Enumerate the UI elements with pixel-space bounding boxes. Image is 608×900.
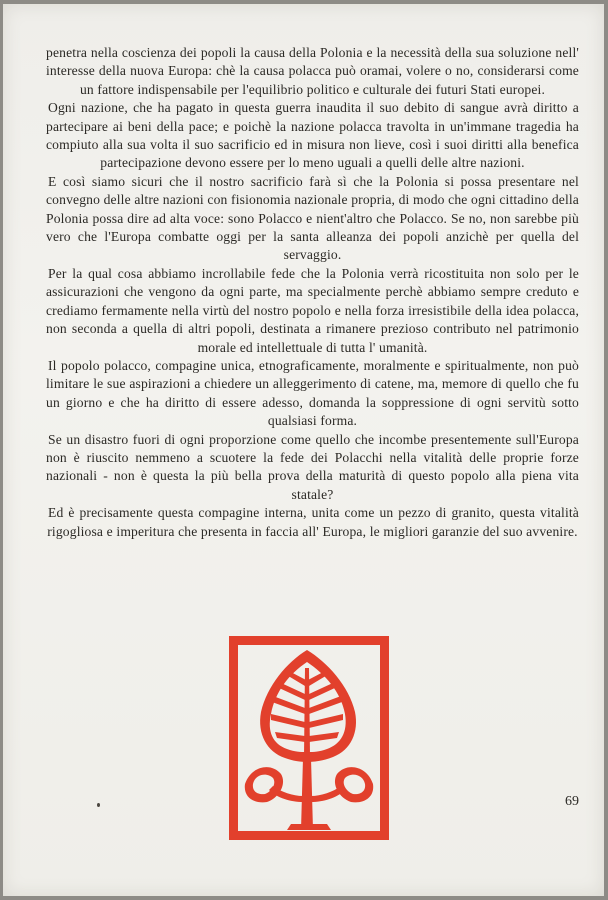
tree-woodcut-icon <box>227 634 391 842</box>
paper-speck <box>97 803 100 807</box>
paragraph-1: penetra nella coscienza dei popoli la causa della Polonia e la necessità della sua soluzione nell' interesse della nuova Europa: chè la causa polacca può oramai, volere o no, considerarsi come un fattore indispensabile per l'equilibrio politico e culturale dei futuri Stati europei. <box>46 45 579 97</box>
paragraph-4: Per la qual cosa abbiamo incrollabile fede che la Polonia verrà ricostituita non solo per le assicurazioni che vengono da ogni parte, ma specialmente perchè abbiamo sempre creduto e crediamo fermamente nella virtù del nostro popolo e nella forza irresistibile della idea polacca, non seconda a quella di altri popoli, destinata a rimanere prezioso contributo nel patrimonio morale ed intellettuale di tutta l' umanità. <box>46 265 579 355</box>
body-text <box>46 44 579 541</box>
book-page <box>3 4 604 896</box>
page-number: 69 <box>565 794 579 809</box>
paragraph-3: E così siamo sicuri che il nostro sacrificio farà sì che la Polonia si possa presentare nel convegno delle altre nazioni con fisionomia nazionale propria, di modo che ogni cittadino della Polonia possa dire ad alta voce: sono Polacco e nient'altro che Polacco. Se no, non sarebbe più vero che l'Europa combatte oggi per la santa alleanza dei popoli anzichè per quella del servaggio. <box>46 173 579 263</box>
paragraph-6: Se un disastro fuori di ogni proporzione come quello che incombe presentemente sull'Europa non è riuscito nemmeno a scuotere la fede dei Polacchi nella vitalità delle proprie forze nazionali - non è questa la più bella prova della maturità di questo popolo alla piena vita statale? <box>46 431 579 502</box>
paragraph-5: Il popolo polacco, compagine unica, etnograficamente, moralmente e spiritualmente, non può limitare le sue aspirazioni a chiedere un alleggerimento di catene, ma, memore di quello che fu un giorno e che ha diritto di essere adesso, domanda la soppressione di ogni servitù sotto qualsiasi forma. <box>46 357 579 429</box>
paragraph-2: Ogni nazione, che ha pagato in questa guerra inaudita il suo debito di sangue avrà diritto a partecipare ai beni della pace; e poichè la nazione polacca travolta in un'immane tragedia ha compiuto alla sua volta il suo sacrificio ed in misura non lieve, così i suoi diritti alla benefica partecipazione devono essere per lo meno uguali a quelli delle altre nazioni. <box>46 100 579 171</box>
paragraph-7: Ed è precisamente questa compagine interna, unita come un pezzo di granito, questa vitalità rigogliosa e imperitura che presenta in faccia all' Europa, le migliori garanzie del suo avvenire. <box>47 505 579 539</box>
